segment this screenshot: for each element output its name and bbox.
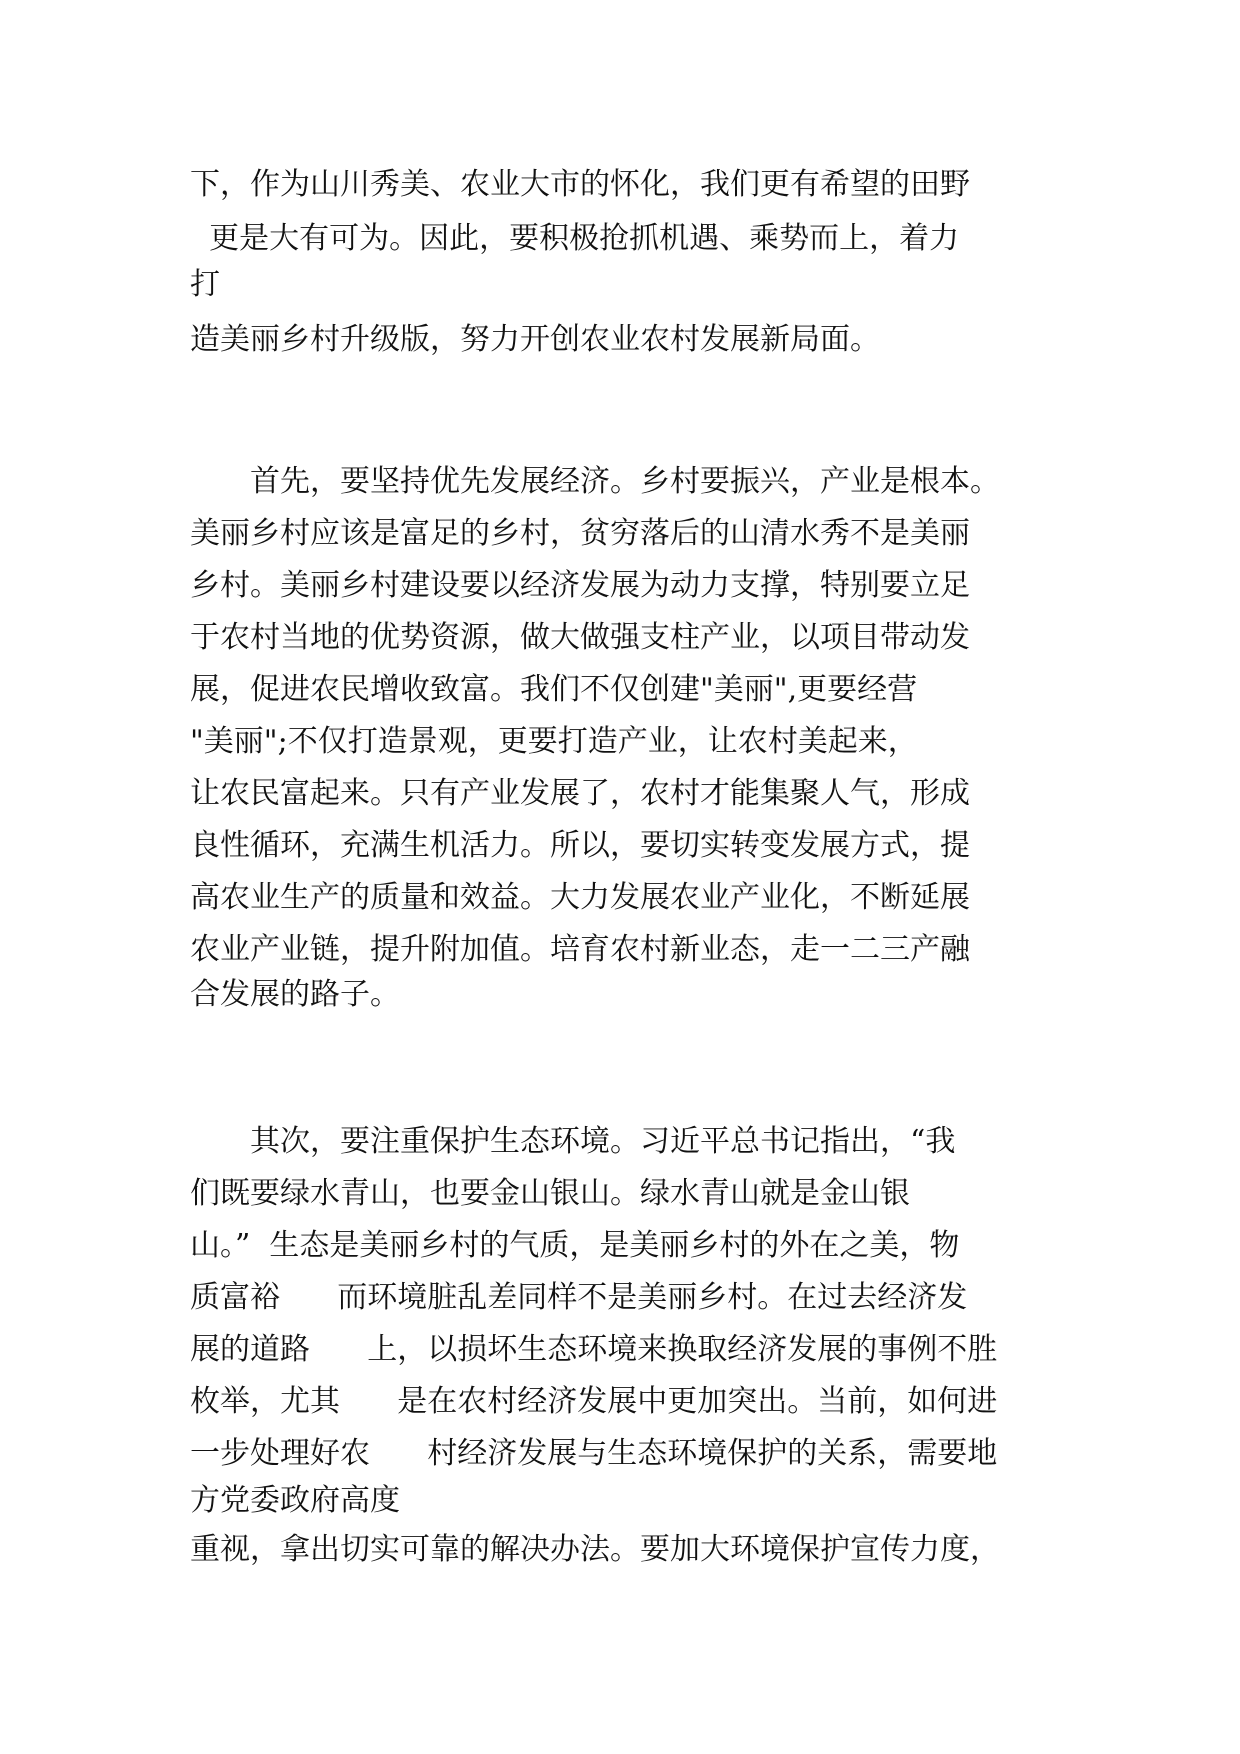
text-line: 下，作为山川秀美、农业大市的怀化，我们更有希望的田野	[190, 167, 970, 202]
text-line: 质富裕 而环境脏乱差同样不是美丽乡村。在过去经济发	[190, 1280, 968, 1315]
text-line: 枚举，尤其 是在农村经济发展中更加突出。当前，如何进	[190, 1384, 998, 1419]
text-line: 高农业生产的质量和效益。大力发展农业产业化，不断延展	[190, 880, 970, 915]
text-line: 良性循环，充满生机活力。所以，要切实转变发展方式，提	[190, 828, 970, 863]
text-line: 方党委政府高度	[190, 1483, 400, 1518]
text-line: 重视，拿出切实可靠的解决办法。要加大环境保护宣传力度，	[190, 1532, 1000, 1567]
text-line: 更是大有可为。因此，要积极抢抓机遇、乘势而上，着力	[190, 221, 960, 256]
text-line: 造美丽乡村升级版，努力开创农业农村发展新局面。	[190, 322, 880, 357]
text-line: 美丽乡村应该是富足的乡村，贫穷落后的山清水秀不是美丽	[190, 516, 970, 551]
text-line: 合发展的路子。	[190, 977, 400, 1012]
text-line: 乡村。美丽乡村建设要以经济发展为动力支撑，特别要立足	[190, 568, 970, 603]
text-line: 展的道路 上，以损坏生态环境来换取经济发展的事例不胜	[190, 1332, 998, 1367]
text-line: 农业产业链，提升附加值。培育农村新业态，走一二三产融	[190, 932, 970, 967]
text-line: 一步处理好农 村经济发展与生态环境保护的关系，需要地	[190, 1436, 998, 1471]
text-line: 于农村当地的优势资源，做大做强支柱产业，以项目带动发	[190, 620, 970, 655]
text-line: 让农民富起来。只有产业发展了，农村才能集聚人气，形成	[190, 776, 970, 811]
text-line: 其次，要注重保护生态环境。习近平总书记指出，“我	[190, 1124, 956, 1159]
text-line: "美丽";不仅打造景观，更要打造产业，让农村美起来，	[190, 724, 918, 759]
text-line: 打	[190, 267, 220, 302]
text-line: 展，促进农民增收致富。我们不仅创建"美丽",更要经营	[190, 672, 918, 707]
text-line: 们既要绿水青山，也要金山银山。绿水青山就是金山银	[190, 1176, 910, 1211]
text-line: 山。” 生态是美丽乡村的气质，是美丽乡村的外在之美，物	[190, 1228, 960, 1263]
text-line: 首先，要坚持优先发展经济。乡村要振兴，产业是根本。	[190, 464, 1000, 499]
